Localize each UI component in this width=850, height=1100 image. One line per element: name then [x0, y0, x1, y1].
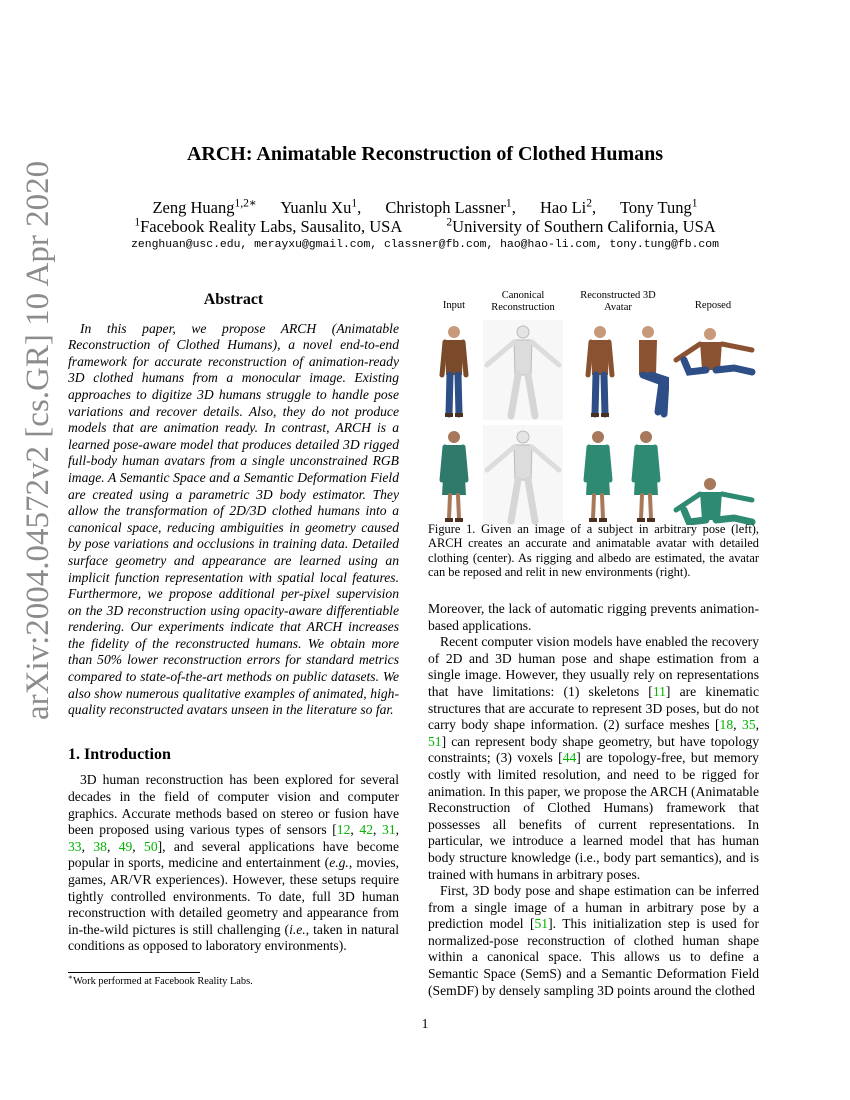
label-canonical: Canonical Reconstruction — [491, 290, 555, 313]
figure-images — [428, 320, 758, 525]
citation-link[interactable]: 11 — [652, 683, 666, 699]
paper-title: ARCH: Animatable Reconstruction of Clothed Humans — [186, 143, 664, 165]
citation-link[interactable]: 44 — [562, 750, 577, 766]
footnote: ∗Work performed at Facebook Reality Labs. — [68, 973, 253, 987]
citation-link[interactable]: 49 — [118, 838, 133, 854]
affiliation: $^1$Facebook Reality Labs, Sausalito, USA — [134, 216, 403, 236]
body-paragraph — [428, 601, 759, 634]
page-number: 1 — [421, 1016, 429, 1031]
avatar-woman-front — [575, 425, 621, 525]
author: Yuanlu Xu$^1$, — [280, 197, 362, 217]
text-run: , — [81, 838, 94, 854]
text-run: ] are topology-free, but memory costly with limited resolution, and need to be rigged for animation. In this paper, we propose the ARCH (Animatable Reconstruction of Clothed Humans) framework that possesses all benefits of current representations. In particular, we introduce a learned model that has human body structure knowledge (i.e., body part semantics), and is trained with humans in arbitrary poses. — [428, 750, 759, 882]
text-run: , movies, games, AR/VR experiences). However, these setups require tightly controlled environments. To date, full 3D human reconstruction with detailed geometry and appearance from in-the-wild pictures is still challenging ( — [68, 855, 399, 937]
body-paragraph — [428, 883, 759, 999]
author: Zeng Huang$^{1,2∗}$ — [152, 197, 257, 217]
label-avatar: Reconstructed 3D Avatar — [580, 290, 656, 313]
label-reposed: Reposed — [694, 300, 732, 311]
input-image-woman — [428, 425, 480, 525]
text-run: , — [373, 822, 383, 838]
text-run: First, 3D body pose and shape estimation can be inferred from a single image of a human in arbitrary pose by a prediction model [ — [428, 883, 759, 932]
text-run: Moreover, the lack of automatic rigging prevents animation-based applications. — [428, 601, 759, 633]
body-paragraph — [428, 634, 759, 883]
avatar-man-front — [575, 320, 625, 420]
citation-link[interactable]: 51 — [534, 916, 549, 932]
citation-link[interactable]: 42 — [359, 822, 373, 838]
reposed-man — [670, 320, 758, 420]
arxiv-stamp: arXiv:2004.04572v2 [cs.GR] 10 Apr 2020 — [20, 160, 56, 720]
citation-link[interactable]: 12 — [336, 822, 351, 838]
text-run: , — [106, 838, 119, 854]
text-run: ] are kinematic structures that are accurate to represent 3D poses, but do not carry body shape information. (2) surface meshes [ — [428, 683, 759, 733]
author: Tony Tung$^1$ — [619, 197, 698, 217]
author-block — [0, 198, 850, 236]
citation-link[interactable]: 33 — [68, 838, 82, 854]
citation-link[interactable]: 31 — [382, 822, 396, 838]
text-run: , — [350, 822, 360, 838]
affiliations — [0, 217, 850, 236]
citation-link[interactable]: 50 — [144, 838, 158, 854]
figure-caption: Figure 1. Given an image of a subject in arbitrary pose (left), ARCH creates an accurate and animatable avatar with detailed clothing (center). As rigging and albedo are estimated, the avatar can be reposed and relit in new environments (right). — [428, 522, 759, 580]
text-run: , — [755, 717, 760, 733]
text-run: , taken in natural conditions as opposed to laboratory environments). — [68, 921, 399, 954]
reposed-woman — [670, 425, 758, 525]
canonical-reconstruction-woman — [483, 425, 563, 525]
affiliation: $^2$University of Southern California, USA — [446, 216, 716, 236]
right-column — [428, 601, 759, 999]
text-run: Recent computer vision models have enabled the recovery of 2D and 3D human pose and shape estimation from a single image. However, they usually rely on representations that have limitations: (1) skeletons [ — [428, 634, 759, 699]
footnote-rule — [68, 972, 200, 973]
citation-link[interactable]: 38 — [93, 838, 107, 854]
author-list — [0, 198, 850, 217]
abstract-heading: Abstract — [203, 291, 264, 308]
citation-link[interactable]: 18 — [719, 717, 734, 733]
input-image-man — [428, 320, 480, 420]
intro-paragraph — [68, 772, 399, 955]
author: Hao Li$^2$, — [539, 197, 597, 217]
author-emails: zenghuan@usc.edu, merayxu@gmail.com, classner@fb.com, hao@hao-li.com, tony.tung@fb.com — [131, 239, 719, 251]
author: Christoph Lassner$^1$, — [385, 197, 516, 217]
figure-1 — [428, 290, 758, 525]
text-run: ], and several applications have become popular in sports, medicine and entertainment ( — [68, 838, 400, 871]
left-column — [68, 292, 399, 955]
text-run: ]. This initialization step is used for normalized-pose reconstruction of clothed human shape within a canonical space. This allows us to define a Semantic Space (SemS) and a Semantic Deformation Field (SemDF) by densely sampling 3D points around the clothed — [428, 916, 759, 998]
text-run: 3D human reconstruction has been explored for several decades in the field of computer vision and computer graphics. Accurate methods based on stereo or fusion have been proposed using various types of sensors [ — [68, 772, 399, 838]
text-run: e.g. — [329, 855, 349, 871]
citation-link[interactable]: 35 — [742, 717, 756, 733]
abstract-text: In this paper, we propose ARCH (Animatable Reconstruction of Clothed Humans), a novel end-to-end framework for accurate reconstruction of animation-ready 3D clothed humans from a monocular image. Existing approaches to digitize 3D humans struggle to handle pose variations and recover details. Also, they do not produce models that are animation ready. In contrast, ARCH is a learned pose-aware model that produces detailed 3D rigged full-body human avatars from a single unconstrained RGB image. A Semantic Space and a Semantic Deformation Field are created using a parametric 3D body estimator. They allow the transformation of 2D/3D clothed humans into a canonical space, reducing ambiguities in geometry caused by pose variations and occlusions in training data. Detailed surface geometry and appearance are learned using an implicit function representation with spatial local features. Furthermore, we propose additional per-pixel supervision on the 3D reconstruction using opacity-aware differentiable rendering. Our experiments indicate that ARCH increases the fidelity of the reconstructed humans. We obtain more than 50% lower reconstruction errors for standard metrics compared to state-of-the-art methods on public datasets. We also show numerous qualitative examples of animated, high-quality reconstructed avatars unseen in the literature so far. — [68, 320, 399, 718]
figure-column-labels — [428, 290, 758, 320]
label-input: Input — [442, 300, 466, 311]
text-run: , — [395, 822, 400, 838]
text-run: ] can represent body shape geometry, but have topology constraints; (3) voxels [ — [428, 733, 759, 766]
section-heading-introduction: 1. Introduction — [68, 745, 171, 763]
citation-link[interactable]: 51 — [428, 733, 442, 749]
text-run: , — [733, 717, 743, 733]
avatar-woman-side — [623, 425, 669, 525]
canonical-reconstruction-man — [483, 320, 563, 420]
text-run: i.e. — [289, 921, 306, 937]
text-run: , — [132, 838, 145, 854]
avatar-man-side — [627, 320, 669, 420]
